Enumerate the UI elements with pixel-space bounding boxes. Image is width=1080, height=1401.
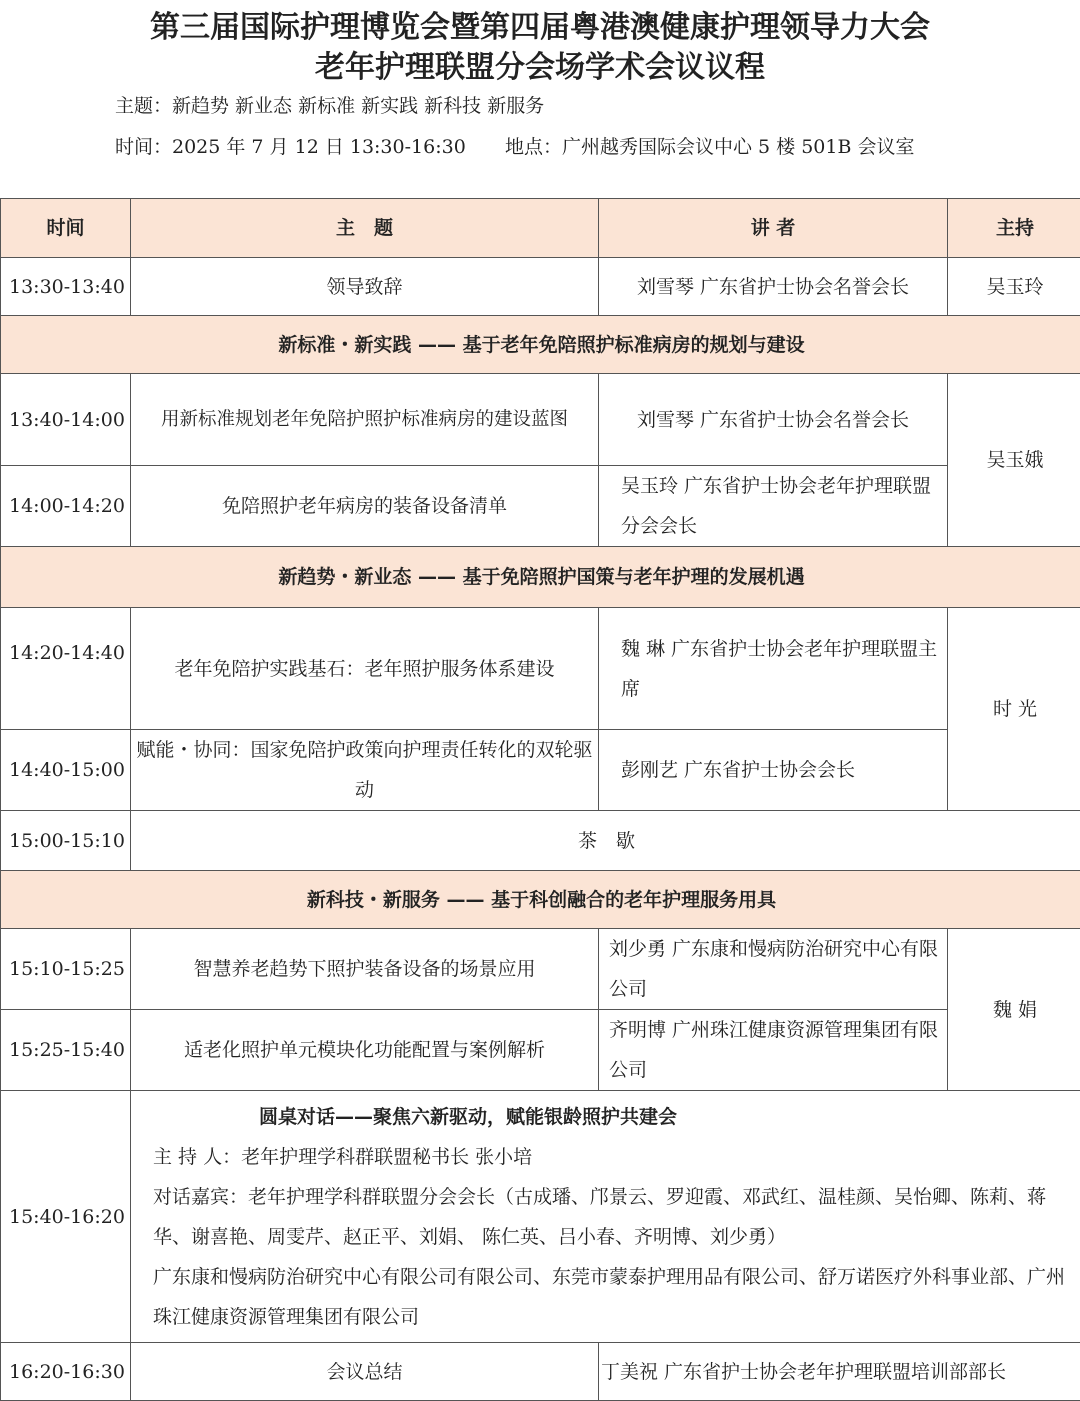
time-cell: 16:20-16:30 (1, 1343, 131, 1401)
section-title: 新标准・新实践 —— 基于老年免陪照护标准病房的规划与建设 (1, 316, 1080, 374)
time-cell: 15:00-15:10 (1, 811, 131, 871)
topic-cell: 会议总结 (131, 1343, 599, 1401)
speaker-cell: 刘雪琴 广东省护士协会名誉会长 (599, 258, 948, 316)
location-line: 地点：广州越秀国际会议中心 5 楼 501B 会议室 (505, 132, 914, 159)
speaker-cell: 彭刚艺 广东省护士协会会长 (599, 730, 948, 811)
col-topic: 主 题 (131, 199, 599, 258)
topic-cell: 用新标准规划老年免陪护照护标准病房的建设蓝图 (131, 374, 599, 466)
topic-cell: 赋能・协同：国家免陪护政策向护理责任转化的双轮驱动 (131, 730, 599, 811)
topic-cell: 老年免陪护实践基石：老年照护服务体系建设 (131, 608, 599, 730)
host-cell: 吴玉玲 (948, 258, 1080, 316)
col-time: 时间 (1, 199, 131, 258)
section-title: 新科技・新服务 —— 基于科创融合的老年护理服务用具 (1, 871, 1080, 929)
document-subtitle: 老年护理联盟分会场学术会议议程 (0, 42, 1080, 86)
time-cell: 13:30-13:40 (1, 258, 131, 316)
roundtable-host: 主 持 人：老年护理学科群联盟秘书长 张小培 (153, 1137, 1080, 1177)
topic-cell: 智慧养老趋势下照护装备设备的场景应用 (131, 929, 599, 1010)
speaker-cell: 吴玉玲 广东省护士协会老年护理联盟分会会长 (599, 466, 948, 547)
table-row (1, 466, 1080, 547)
time-cell: 14:00-14:20 (1, 466, 131, 547)
table-row (1, 811, 1080, 871)
table-header-row (1, 199, 1080, 258)
speaker-cell: 刘少勇 广东康和慢病防治研究中心有限公司 (599, 929, 948, 1010)
roundtable-guests: 对话嘉宾：老年护理学科群联盟分会会长（古成璠、邝景云、罗迎霞、邓武红、温桂颜、吴怡卿、陈莉、蒋华、谢喜艳、周雯芹、赵正平、刘娟、 陈仁英、吕小春、齐明博、刘少勇） (153, 1177, 1080, 1257)
table-row (1, 929, 1080, 1010)
roundtable-title: 圆桌对话——聚焦六新驱动，赋能银龄照护共建会 (153, 1097, 1080, 1137)
time-cell: 15:10-15:25 (1, 929, 131, 1010)
speaker-cell: 刘雪琴 广东省护士协会名誉会长 (599, 374, 948, 466)
table-row (1, 258, 1080, 316)
time-line: 时间：2025 年 7 月 12 日 13:30-16:30 (115, 132, 466, 159)
speaker-cell: 丁美祝 广东省护士协会老年护理联盟培训部部长 (599, 1343, 1080, 1401)
table-row (1, 1010, 1080, 1091)
section-row (1, 547, 1080, 608)
roundtable-cell (131, 1091, 1080, 1343)
agenda-table (0, 198, 1080, 1401)
roundtable-orgs: 广东康和慢病防治研究中心有限公司有限公司、东莞市蒙泰护理用品有限公司、舒万诺医疗外科事业部、广州珠江健康资源管理集团有限公司 (153, 1257, 1080, 1337)
table-row (1, 374, 1080, 466)
break-cell: 茶 歇 (131, 811, 1080, 871)
table-row (1, 608, 1080, 730)
theme-line: 主题：新趋势 新业态 新标准 新实践 新科技 新服务 (115, 91, 544, 118)
table-row (1, 730, 1080, 811)
section-row (1, 316, 1080, 374)
time-cell: 14:20-14:40 (1, 608, 131, 730)
time-cell: 14:40-15:00 (1, 730, 131, 811)
speaker-cell: 齐明博 广州珠江健康资源管理集团有限公司 (599, 1010, 948, 1091)
time-cell: 15:40-16:20 (1, 1091, 131, 1343)
section-title: 新趋势・新业态 —— 基于免陪照护国策与老年护理的发展机遇 (1, 547, 1080, 608)
table-row (1, 1091, 1080, 1343)
document-title: 第三届国际护理博览会暨第四届粤港澳健康护理领导力大会 (0, 2, 1080, 46)
topic-cell: 适老化照护单元模块化功能配置与案例解析 (131, 1010, 599, 1091)
topic-cell: 免陪照护老年病房的装备设备清单 (131, 466, 599, 547)
host-cell: 吴玉娥 (948, 374, 1080, 547)
host-cell: 时 光 (948, 608, 1080, 811)
time-cell: 15:25-15:40 (1, 1010, 131, 1091)
topic-cell: 领导致辞 (131, 258, 599, 316)
table-row (1, 1343, 1080, 1401)
time-cell: 13:40-14:00 (1, 374, 131, 466)
col-speaker: 讲 者 (599, 199, 948, 258)
section-row (1, 871, 1080, 929)
speaker-cell: 魏 琳 广东省护士协会老年护理联盟主席 (599, 608, 948, 730)
col-host: 主持 (948, 199, 1080, 258)
host-cell: 魏 娟 (948, 929, 1080, 1091)
